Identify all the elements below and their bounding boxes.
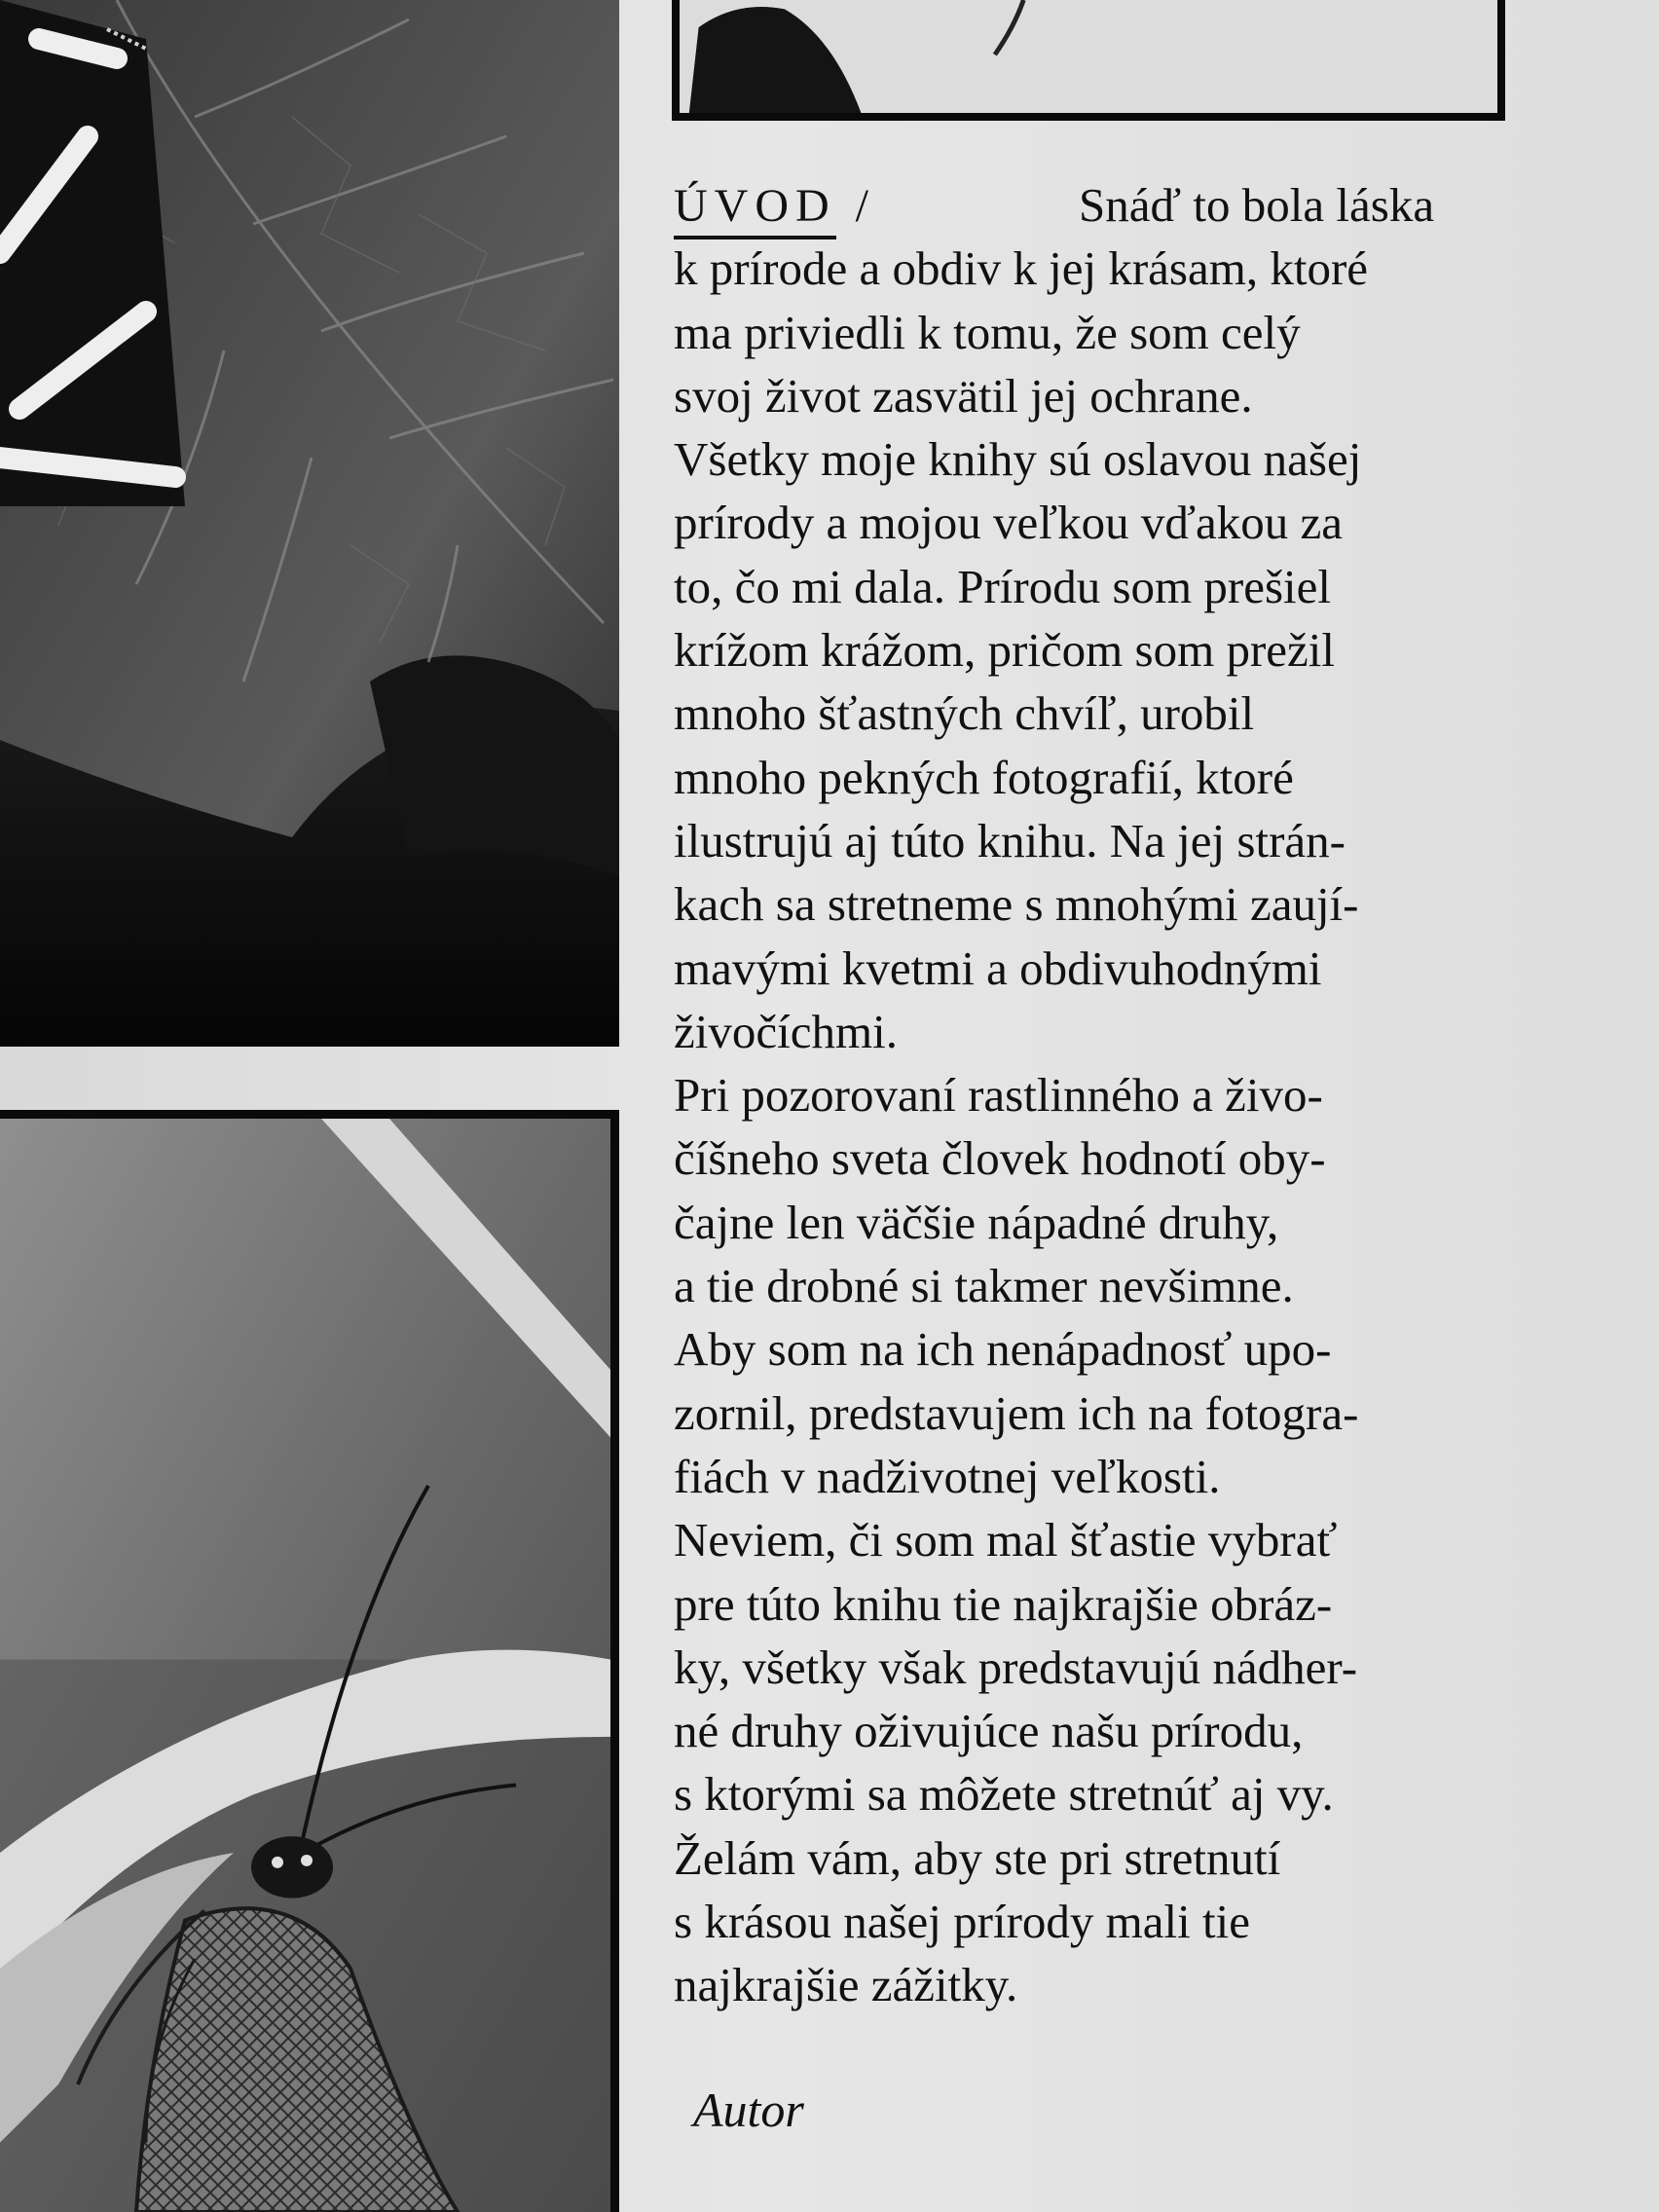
paragraph-line: ilustrujú aj túto knihu. Na jej strán- (674, 813, 1346, 867)
paragraph-line: Všetky moje knihy sú oslavou našej (674, 432, 1362, 487)
paragraph-line: čajne len väčšie nápadné druhy, (674, 1195, 1279, 1249)
paragraph-line: číšneho sveta človek hodnotí oby- (674, 1131, 1326, 1186)
paragraph-line: fiách v nadživotnej veľkosti. (674, 1449, 1221, 1503)
paragraph-line: Želám vám, aby ste pri stretnutí (674, 1830, 1281, 1885)
paragraph-line: mnoho šťastných chvíľ, urobil (674, 686, 1255, 741)
paragraph-line: s ktorými sa môžete stretnúť aj vy. (674, 1767, 1334, 1822)
heading-line (674, 173, 1530, 237)
paragraph-line: Aby som na ich nenápadnosť upo- (674, 1322, 1332, 1377)
top-photo-fragment (672, 0, 1505, 121)
paragraph-line: prírody a mojou veľkou vďakou za (674, 496, 1344, 550)
paragraph-line: kach sa stretneme s mnohými zaují- (674, 877, 1359, 932)
paragraph-line: Pri pozorovaní rastlinného a živo- (674, 1068, 1323, 1123)
intro-heading: ÚVOD (674, 179, 836, 240)
lacewing-image (0, 1119, 610, 2212)
paragraph-line: k prírode a obdiv k jej krásam, ktoré (674, 241, 1369, 296)
paragraph-line: živočíchmi. (674, 1004, 898, 1058)
lacewing-photo (0, 1110, 619, 2212)
paragraph-line: to, čo mi dala. Prírodu som prešiel (674, 559, 1331, 613)
paragraph-line: svoj život zasvätil jej ochrane. (674, 368, 1253, 423)
moth-on-leaf-image (0, 0, 619, 1047)
paragraph-line: pre túto knihu tie najkrajšie obráz- (674, 1576, 1333, 1631)
paragraph-line: najkrajšie zážitky. (674, 1958, 1018, 2012)
heading-separator: / (855, 180, 868, 232)
paragraph-line: Snáď to bola láska (1079, 178, 1435, 232)
paragraph-line: s krásou našej prírody mali tie (674, 1895, 1250, 1949)
paragraph-line: a tie drobné si takmer nevšimne. (674, 1259, 1294, 1313)
paragraph-line: mnoho pekných fotografií, ktoré (674, 750, 1294, 804)
paragraph-line: né druhy oživujúce našu prírodu, (674, 1704, 1304, 1758)
paragraph-line: mavými kvetmi a obdivuhodnými (674, 940, 1322, 995)
paragraph-line: zornil, predstavujem ich na fotogra- (674, 1385, 1359, 1440)
intro-text-column (674, 173, 1530, 2017)
top-photo-image (680, 0, 1497, 113)
moth-on-leaf-photo (0, 0, 619, 1047)
paragraph-line: ky, všetky však predstavujú nádher- (674, 1640, 1358, 1694)
paragraph-line: ma priviedli k tomu, že som celý (674, 305, 1301, 359)
author-signature: Autor (693, 2083, 804, 2137)
paragraph-line: krížom krážom, pričom som prežil (674, 623, 1335, 678)
paragraph-line: Neviem, či som mal šťastie vybrať (674, 1513, 1338, 1567)
